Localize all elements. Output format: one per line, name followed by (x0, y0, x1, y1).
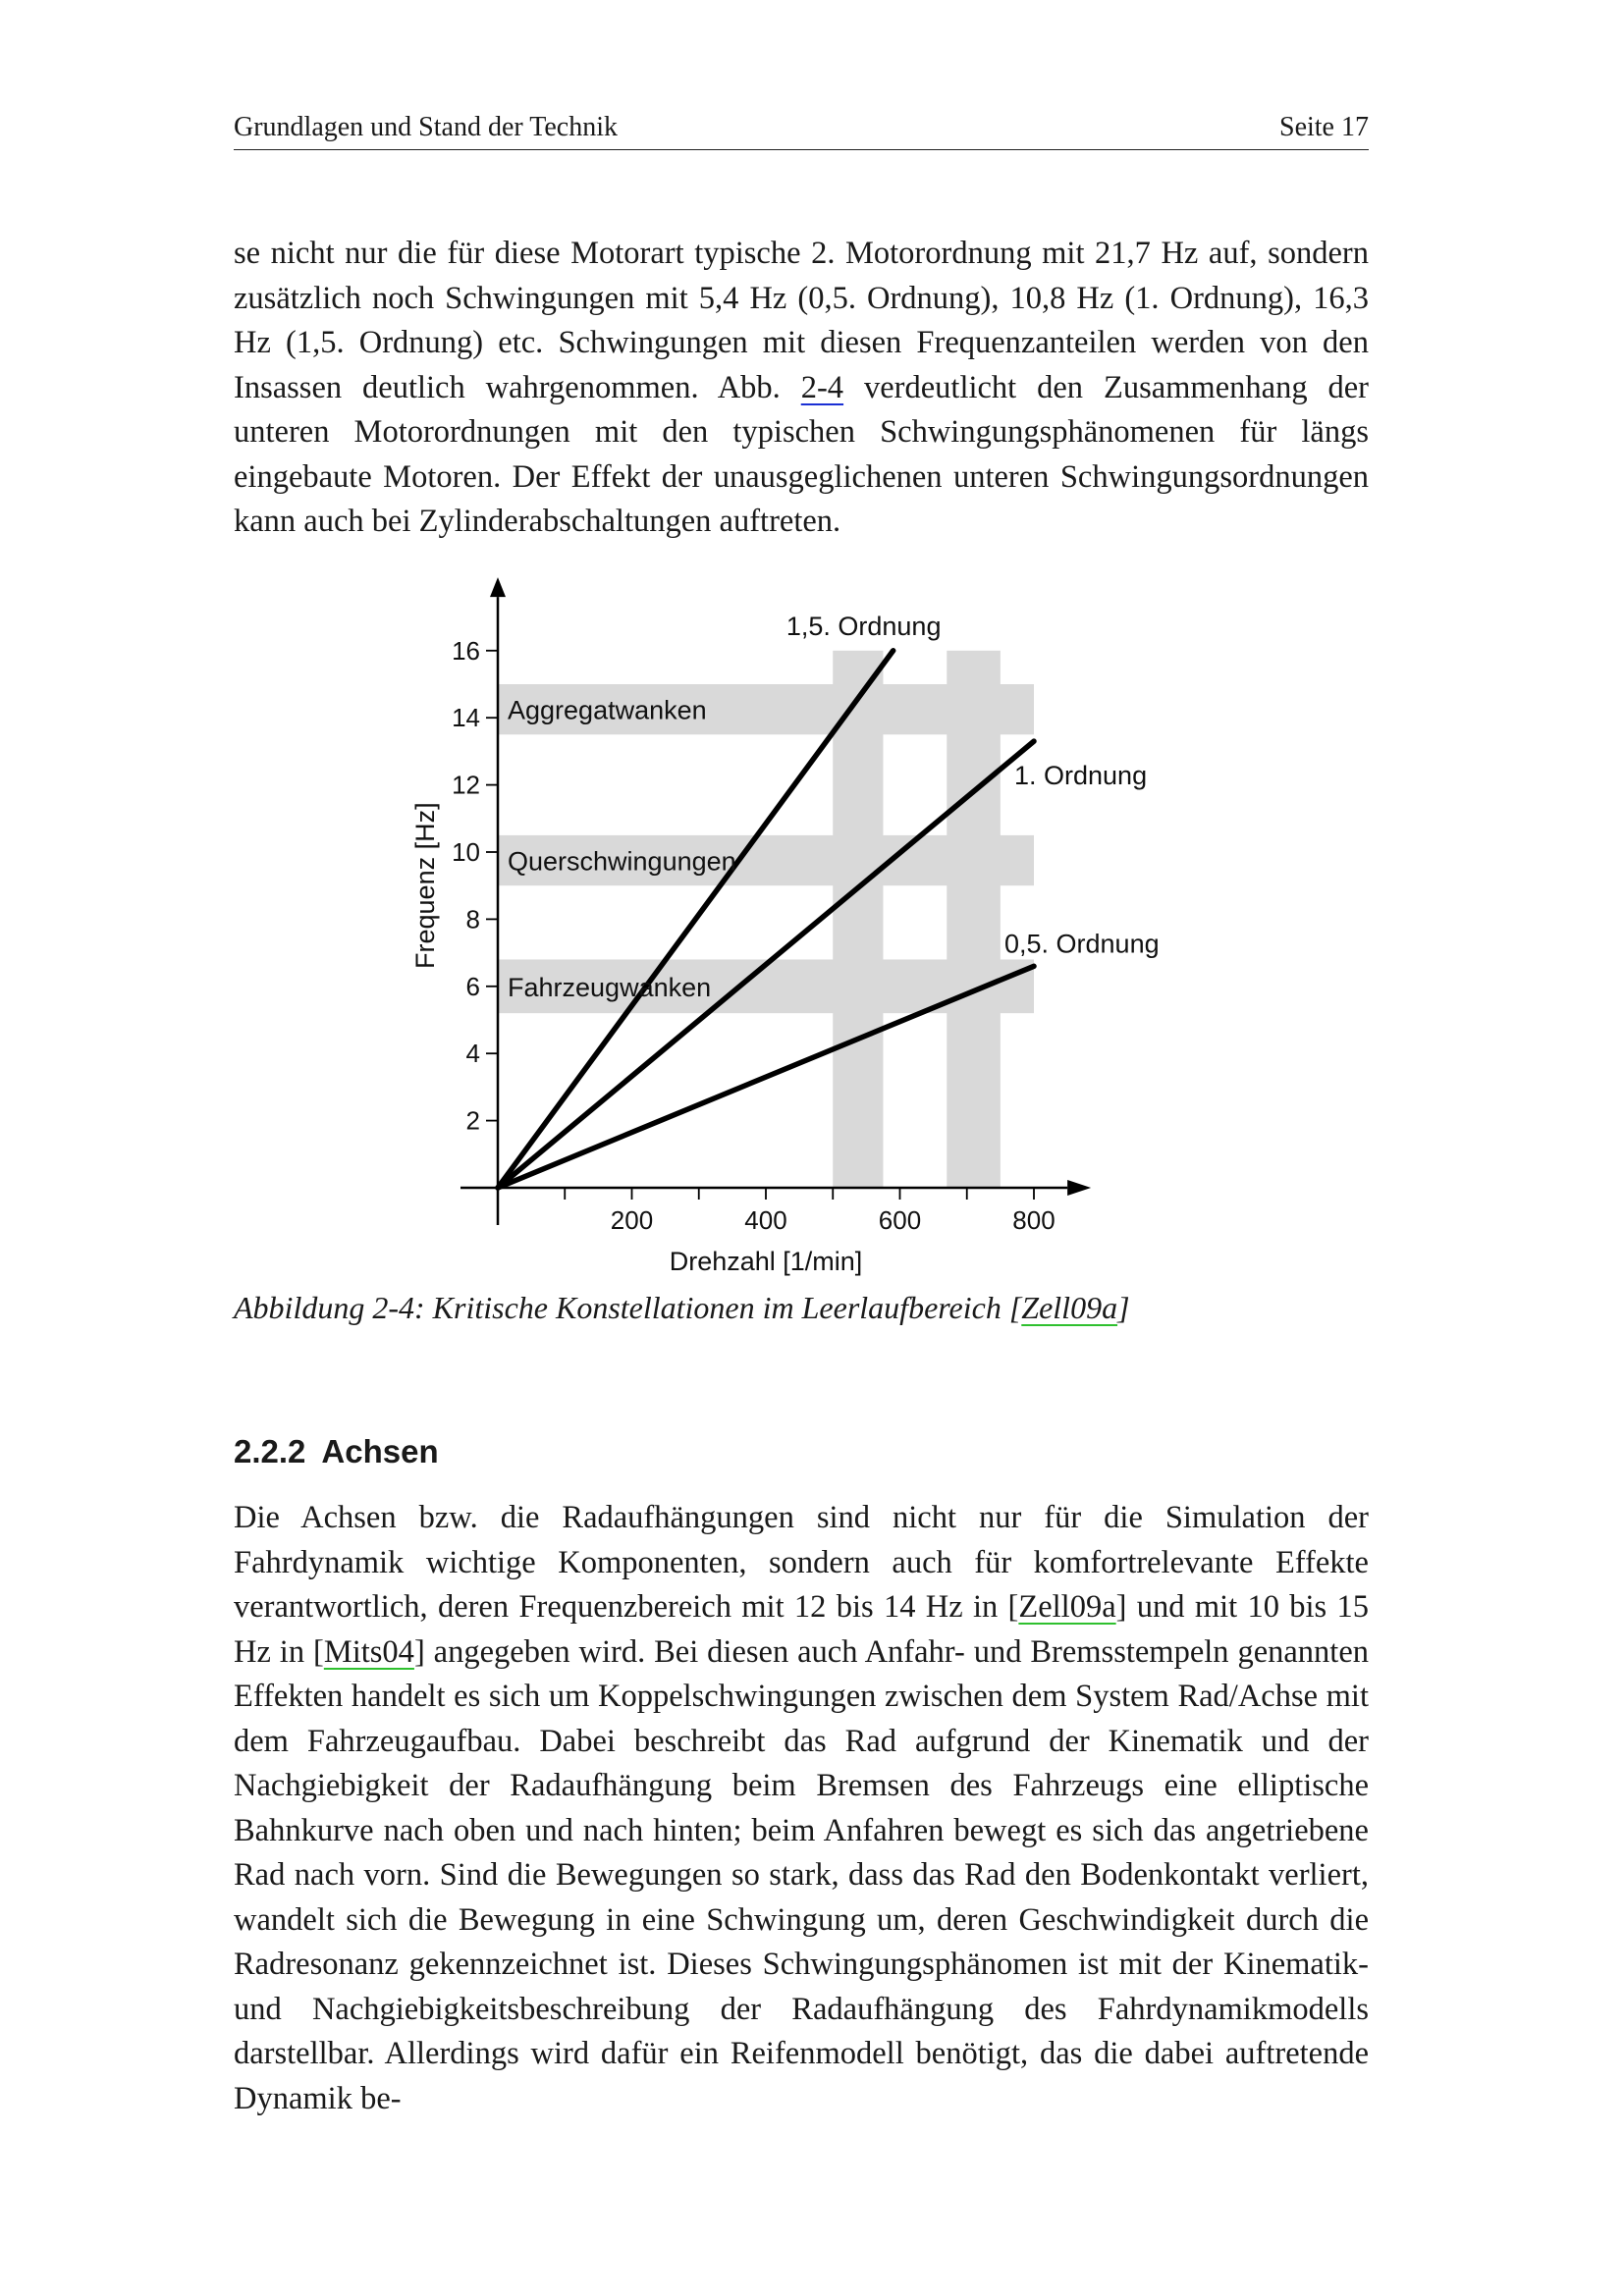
paragraph-axles (234, 1496, 1369, 2121)
caption-close-bracket: ] (1117, 1290, 1130, 1325)
y-tick-label: 10 (452, 837, 480, 867)
band-label: Aggregatwanken (508, 695, 707, 725)
paragraph-text: ] angegeben wird. Bei diesen auch Anfahr- und Bremsstempeln genannten Effekten handelt es sich um Koppelschwingungen zwischen dem System Rad/Achse mit dem Fahrzeugaufbau. Dabei beschreibt das Rad aufgrund der Kinematik und der Nachgiebigkeit der Radaufhängung beim Bremsen des Fahrzeugs eine elliptische Bahnkurve nach oben und nach hinten; beim Anfahren bewegt es sich das angetriebene Rad nach vorn. Sind die Bewegungen so stark, dass das Rad den Bodenkontakt verliert, wandelt sich die Bewegung in eine Schwingung um, deren Geschwindigkeit durch die Radresonanz gekennzeichnet ist. Dieses Schwingungsphänomen ist mit der Kinematik- und Nachgiebigkeitsbeschreibung der Radaufhängung des Fahrdynamikmodells darstellbar. Allerdings wird dafür ein Reifenmodell benötigt, das die dabei auftretende Dynamik be- (234, 1633, 1369, 2116)
band-label: Querschwingungen (508, 846, 736, 877)
header-page-number: Seite 17 (1279, 112, 1369, 142)
x-tick-label: 200 (610, 1205, 654, 1235)
y-tick-label: 12 (452, 770, 480, 800)
caption-text: Abbildung 2-4: Kritische Konstellationen im Leerlaufbereich [ (234, 1290, 1022, 1325)
header-chapter-title: Grundlagen und Stand der Technik (234, 112, 618, 142)
paragraph-text: Die Achsen bzw. die Radaufhängungen sind nicht nur für die Simulation der Fahrdynamik wichtige Komponenten, sondern auch für komfortrelevante Effekte verantwortlich, deren Frequenzbereich mit 12 bis 14 Hz in [ (234, 1500, 1369, 1625)
figure-caption (234, 1290, 1369, 1326)
y-tick-label: 6 (465, 971, 480, 1001)
y-tick-label: 8 (465, 904, 480, 934)
paragraph-text: ] und mit 10 bis 15 Hz in [ (234, 1589, 1370, 1670)
y-tick-label: 4 (465, 1039, 480, 1069)
section-number: 2.2.2 (234, 1433, 306, 1469)
x-axis-arrow-icon (1067, 1180, 1091, 1196)
y-tick-label: 14 (452, 703, 480, 733)
caption-citation-link[interactable]: Zell09a (1021, 1290, 1118, 1325)
y-axis-title: Frequenz [Hz] (410, 802, 440, 969)
series-label: 1,5. Ordnung (785, 611, 942, 641)
citation-link-zell09a[interactable]: Zell09a (1018, 1589, 1116, 1625)
resonance-bands (498, 651, 1034, 1188)
section-heading (234, 1433, 439, 1470)
series-label: 0,5. Ordnung (1004, 929, 1160, 959)
y-axis-arrow-icon (490, 577, 506, 597)
band-label: Fahrzeugwanken (508, 972, 712, 1002)
figure-critical-constellations (393, 569, 1198, 1276)
x-tick-label: 600 (878, 1205, 922, 1235)
paragraph-motor-orders (234, 232, 1369, 545)
paragraph-text: se nicht nur die für diese Motorart typische 2. Motorordnung mit 21,7 Hz auf, sondern zusätzlich noch Schwingungen mit 5,4 Hz (0,5. Ordnung), 10,8 Hz (1. Ordnung), 16,3 Hz (1,5. Ordnung) etc. Schwingungen mit diesen Frequenzanteilen werden von den Insassen deutlich wahrgenommen. Abb. (234, 236, 1369, 405)
section-title: Achsen (321, 1433, 439, 1469)
y-tick-label: 2 (465, 1105, 480, 1136)
paragraph-text: verdeutlicht den Zusammenhang der unteren Motorordnungen mit den typischen Schwingungsphänomenen für längs eingebaute Motoren. Der Effekt der unausgeglichenen unteren Schwingungsordnungen kann auch bei Zylinderabschaltungen auftreten. (234, 369, 1369, 539)
series-label: 1. Ordnung (1014, 761, 1148, 791)
citation-link-mits04[interactable]: Mits04 (323, 1633, 414, 1670)
y-tick-label: 16 (452, 635, 480, 666)
figure-reference-link[interactable]: 2-4 (800, 369, 844, 405)
page-header (234, 106, 1369, 150)
x-tick-label: 800 (1012, 1205, 1056, 1235)
x-axis-title: Drehzahl [1/min] (669, 1247, 863, 1276)
x-tick-label: 400 (744, 1205, 787, 1235)
